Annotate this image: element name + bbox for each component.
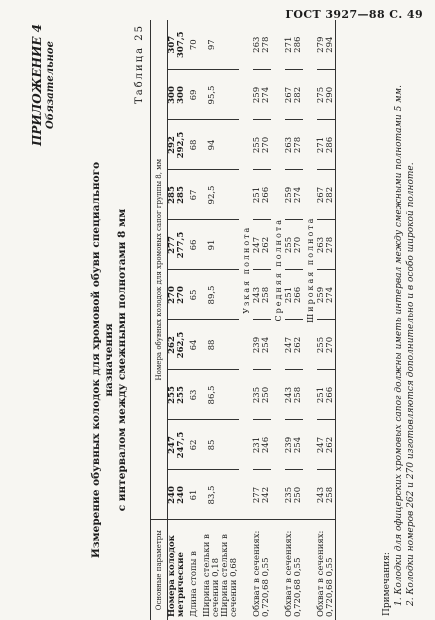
value-cell — [221, 270, 239, 320]
value-cell: 85 — [203, 420, 221, 470]
param-cell: Ширина стельки в сечении 0,68 — [220, 534, 239, 617]
table-row — [285, 20, 303, 620]
value-cell: 243 258 — [285, 370, 303, 420]
appendix-heading — [30, 20, 58, 150]
table-row — [186, 20, 203, 620]
value-cell: 70 — [186, 20, 203, 70]
appendix-subtitle: Обязательное — [45, 41, 56, 129]
value-cell: 251 266 — [253, 170, 271, 220]
table-label: Таблица 25 — [134, 24, 145, 104]
value-cell: 62 — [186, 420, 203, 470]
value-cell: 89,5 — [203, 270, 221, 320]
value-cell: 68 — [186, 120, 203, 170]
value-cell: 307 307,5 — [168, 20, 187, 70]
value-cell — [221, 420, 239, 470]
value-cell: 231 246 — [253, 420, 271, 470]
table-row — [168, 20, 187, 620]
value-cell: 255 255 — [168, 370, 187, 420]
group-row — [239, 20, 253, 620]
value-cell: 255 270 — [253, 120, 271, 170]
value-cell: 259 274 — [253, 70, 271, 120]
value-cell: 91 — [203, 220, 221, 270]
value-cell: 97 — [203, 20, 221, 70]
notes — [382, 26, 417, 616]
param-cell: Обхват в сечениях: 0,720,68 0,55 — [317, 520, 336, 620]
param-header: Основные параметры — [151, 520, 168, 620]
group-label: Широкая полнота — [303, 20, 317, 520]
value-cell: 259 274 — [317, 270, 336, 320]
value-cell: 270 270 — [168, 270, 187, 320]
value-cell — [221, 320, 239, 370]
value-cell: 255 270 — [285, 220, 303, 270]
table-row — [221, 20, 239, 620]
value-cell: 243 258 — [253, 270, 271, 320]
value-cell: 263 278 — [253, 20, 271, 70]
value-cell: 267 282 — [317, 170, 336, 220]
value-cell: 94 — [203, 120, 221, 170]
value-cell: 92,5 — [203, 170, 221, 220]
value-cell: 247 247,5 — [168, 420, 187, 470]
value-cell: 63 — [186, 370, 203, 420]
value-cell: 243 258 — [317, 470, 336, 520]
value-cell: 239 254 — [253, 320, 271, 370]
page-header: ГОСТ 3927—88 С. 49 — [285, 8, 423, 21]
sizes-header: Номера обувных колодок для хромовых сапог группы 8, мм — [151, 20, 168, 520]
value-cell: 263 278 — [285, 120, 303, 170]
param-cell: Длина стопы в — [189, 551, 199, 617]
group-row — [303, 20, 317, 620]
value-cell: 267 282 — [285, 70, 303, 120]
value-cell: 275 290 — [317, 70, 336, 120]
value-cell: 277 242 — [253, 470, 271, 520]
value-cell: 255 270 — [317, 320, 336, 370]
value-cell: 262 262,5 — [168, 320, 187, 370]
value-cell — [221, 370, 239, 420]
value-cell: 86,5 — [203, 370, 221, 420]
value-cell: 271 286 — [317, 120, 336, 170]
value-cell: 279 294 — [317, 20, 336, 70]
group-empty-cell — [239, 520, 253, 620]
table-row — [253, 20, 271, 620]
value-cell: 88 — [203, 320, 221, 370]
value-cell: 259 274 — [285, 170, 303, 220]
param-cell: Ширина стельки в сечении 0,18 — [202, 534, 221, 617]
value-cell: 247 262 — [317, 420, 336, 470]
value-cell: 277 277,5 — [168, 220, 187, 270]
value-cell: 285 285 — [168, 170, 187, 220]
group-empty-cell — [303, 520, 317, 620]
note-item: 1. Колодки для офицерских хромовых сапог должны иметь интервал между смежными полнотами 5 мм. — [394, 85, 405, 606]
value-cell: 83,5 — [203, 470, 221, 520]
value-cell: 65 — [186, 270, 203, 320]
group-row — [271, 20, 285, 620]
value-cell: 67 — [186, 170, 203, 220]
value-cell: 247 262 — [253, 220, 271, 270]
param-cell: Обхват в сечениях: 0,720,68 0,55 — [252, 530, 271, 617]
appendix-title: ПРИЛОЖЕНИЕ 4 — [30, 24, 44, 147]
group-label: Средняя полнота — [271, 20, 285, 520]
value-cell: 235 250 — [285, 470, 303, 520]
group-empty-cell — [271, 520, 285, 620]
param-cell: Обхват в сечениях: 0,720,68 0,55 — [284, 530, 303, 617]
value-cell — [221, 170, 239, 220]
value-cell — [221, 220, 239, 270]
table-row — [317, 20, 336, 620]
note-item: 2. Колодки номеров 262 и 270 изготовляются дополнительно и в особо широкой полноте. — [405, 162, 416, 606]
title-line-1: Измерение обувных колодок для хромовой обуви специального назначения — [90, 161, 116, 559]
value-cell: 61 — [186, 470, 203, 520]
value-cell: 239 254 — [285, 420, 303, 470]
table-row — [203, 20, 221, 620]
title-line-2: с интервалом между смежными полнотами 8 мм — [116, 208, 129, 512]
table-body — [168, 20, 336, 620]
value-cell: 240 240 — [168, 470, 187, 520]
value-cell: 235 250 — [253, 370, 271, 420]
param-cell: Номера колодок метрические — [167, 535, 186, 617]
value-cell: 292 292,5 — [168, 120, 187, 170]
value-cell: 300 300 — [168, 70, 187, 120]
group-label: Узкая полнота — [239, 20, 253, 520]
value-cell — [221, 70, 239, 120]
value-cell: 271 286 — [285, 20, 303, 70]
value-cell: 69 — [186, 70, 203, 120]
value-cell — [221, 120, 239, 170]
value-cell: 247 262 — [285, 320, 303, 370]
notes-title: Примечания: — [382, 552, 392, 616]
document-title — [90, 140, 129, 580]
value-cell — [221, 470, 239, 520]
value-cell: 66 — [186, 220, 203, 270]
value-cell: 251 266 — [285, 270, 303, 320]
measurements-table — [150, 20, 336, 620]
value-cell — [221, 20, 239, 70]
value-cell: 95,5 — [203, 70, 221, 120]
value-cell: 251 266 — [317, 370, 336, 420]
value-cell: 64 — [186, 320, 203, 370]
table-header-row — [151, 20, 168, 620]
landscape-content — [30, 20, 420, 620]
value-cell: 263 278 — [317, 220, 336, 270]
